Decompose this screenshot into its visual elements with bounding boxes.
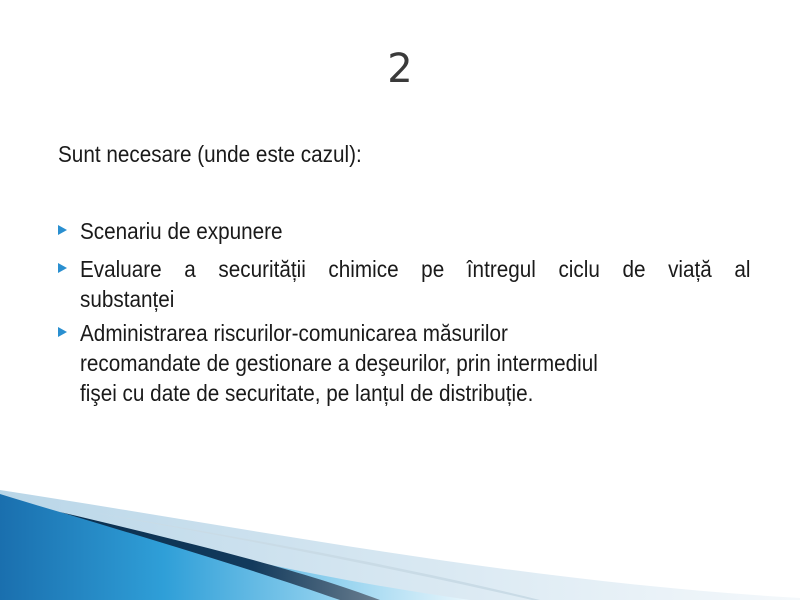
bullet-line: Evaluare a securității chimice pe întregul ciclu de viață al	[80, 256, 751, 282]
slide-title: 2	[387, 46, 413, 92]
bullet-line: Administrarea riscurilor-comunicarea măsurilor	[80, 320, 508, 346]
bullet-item	[58, 318, 752, 408]
triangle-bullet-icon	[58, 327, 67, 337]
bullet-line: Scenariu de expunere	[80, 218, 283, 244]
intro-text: Sunt necesare (unde este cazul):	[58, 141, 362, 167]
bullet-line: fişei cu date de securitate, pe lanțul de distribuție.	[80, 380, 534, 406]
bullet-text	[80, 318, 751, 408]
bullet-text	[80, 254, 751, 314]
bullet-item	[58, 254, 752, 314]
bullet-line: recomandate de gestionare a deşeurilor, prin intermediul	[80, 350, 598, 376]
bullet-line: substanței	[80, 286, 175, 312]
triangle-bullet-icon	[58, 263, 67, 273]
triangle-bullet-icon	[58, 225, 67, 235]
bullet-text	[80, 216, 751, 246]
footer-wave-decoration	[0, 490, 800, 600]
bullet-list	[58, 216, 752, 408]
bullet-item	[58, 216, 752, 246]
